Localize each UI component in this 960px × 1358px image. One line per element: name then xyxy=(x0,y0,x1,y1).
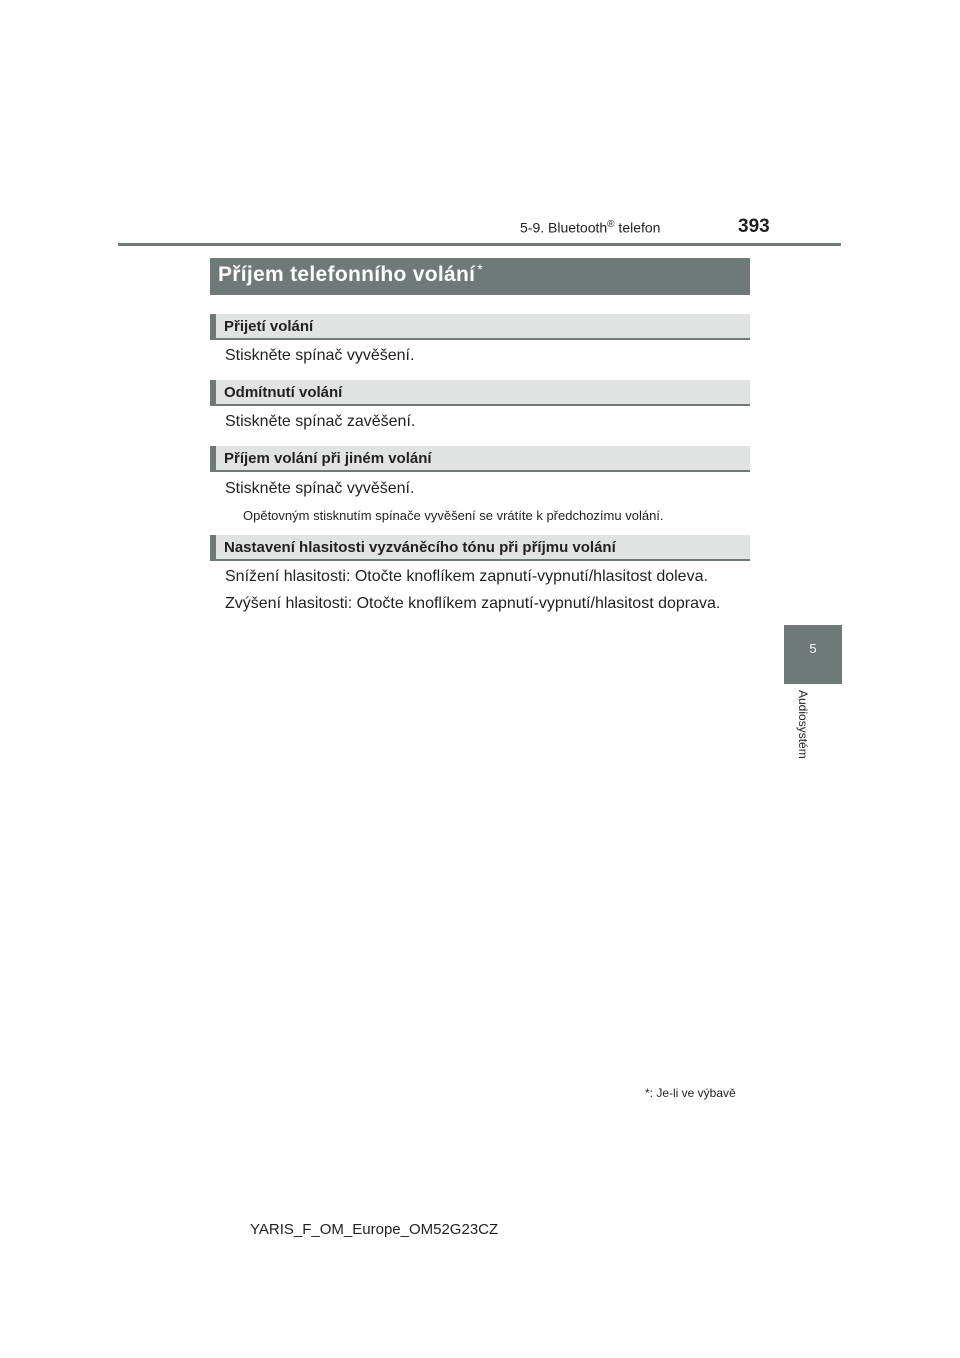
section-text-volume-down: Snížení hlasitosti: Otočte knoflíkem zapnutí-vypnutí/hlasitost doleva. xyxy=(225,568,708,585)
footnote-text: : Je-li ve výbavě xyxy=(649,1086,736,1100)
header-divider xyxy=(118,243,841,246)
footnote xyxy=(645,1086,736,1100)
running-header xyxy=(520,219,660,236)
chapter-tab xyxy=(784,625,842,684)
page-number: 393 xyxy=(738,216,770,237)
section-heading-reject-call: Odmítnutí volání xyxy=(210,380,750,406)
document-id: YARIS_F_OM_Europe_OM52G23CZ xyxy=(250,1221,499,1238)
section-heading-ringtone-volume: Nastavení hlasitosti vyzváněcího tónu při příjmu volání xyxy=(210,535,750,561)
section-text-call-waiting: Stiskněte spínač vyvěšení. xyxy=(225,480,415,497)
asterisk-icon: * xyxy=(477,261,483,277)
chapter-tab-label: Audiosystém xyxy=(796,690,810,759)
section-text-volume-up: Zvýšení hlasitosti: Otočte knoflíkem zapnutí-vypnutí/hlasitost doprava. xyxy=(225,595,721,612)
section-text-accept-call: Stiskněte spínač vyvěšení. xyxy=(225,347,415,364)
section-text-reject-call: Stiskněte spínač zavěšení. xyxy=(225,413,416,430)
asterisk-icon: * xyxy=(645,1086,650,1100)
page-title xyxy=(210,258,750,295)
section-heading-accept-call: Přijetí volání xyxy=(210,314,750,340)
header-section-prefix: 5-9. Bluetooth xyxy=(520,219,608,236)
page-title-text: Příjem telefonního volání xyxy=(218,263,476,286)
section-heading-call-waiting: Příjem volání při jiném volání xyxy=(210,446,750,472)
header-section-suffix: telefon xyxy=(614,219,661,236)
registered-mark: ® xyxy=(607,219,615,230)
chapter-tab-number: 5 xyxy=(809,641,817,656)
section-note-call-waiting: Opětovným stisknutím spínače vyvěšení se vrátíte k předchozímu volání. xyxy=(243,508,664,523)
